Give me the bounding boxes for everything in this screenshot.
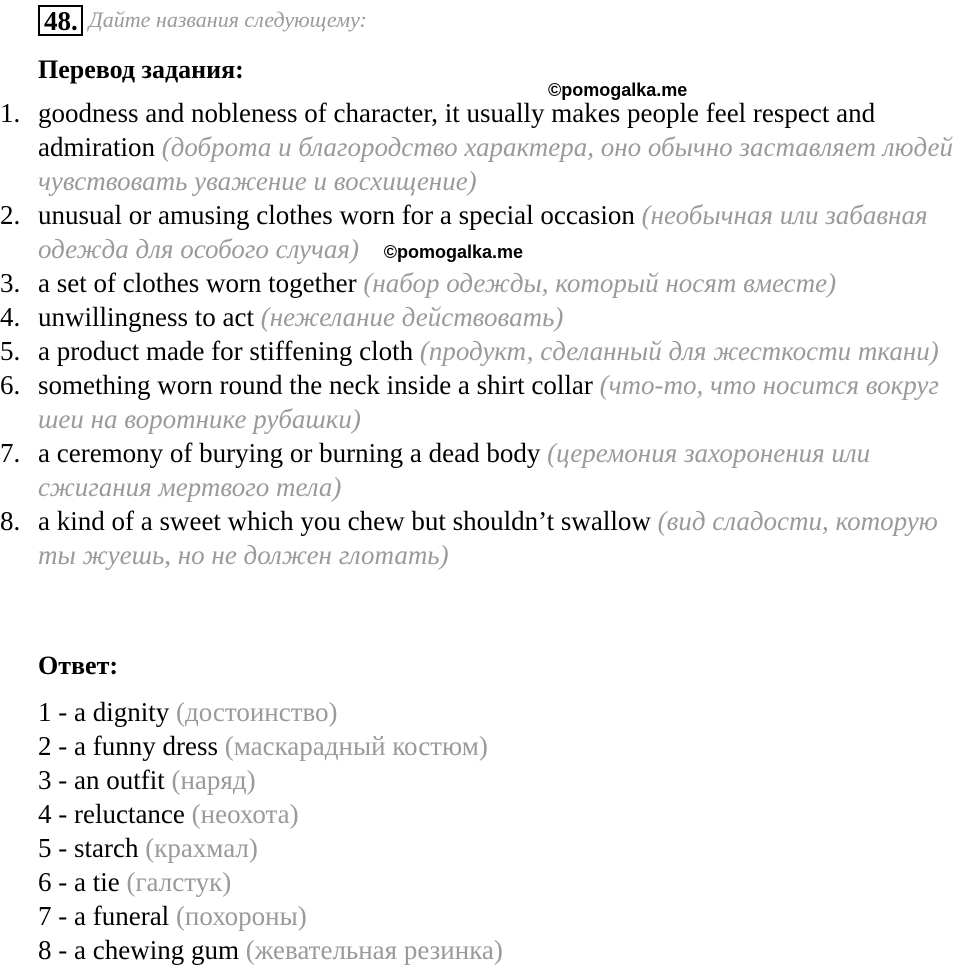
task-instruction: Дайте названия следующему: (88, 7, 367, 32)
task-item-english: a kind of a sweet which you chew but shouldn’t swallow (38, 506, 651, 536)
task-item-number: 6. (0, 370, 21, 400)
task-item (0, 504, 960, 572)
task-list (0, 96, 960, 572)
task-item (0, 368, 960, 436)
answer-russian: (похороны) (175, 901, 307, 931)
answer-item (38, 729, 503, 763)
task-item-number: 4. (0, 302, 21, 332)
answer-english: 8 - a chewing gum (38, 935, 239, 965)
translation-title: Перевод задания: (38, 55, 244, 84)
answer-russian: (маскарадный костюм) (224, 731, 488, 761)
answer-russian: (неохота) (191, 799, 299, 829)
task-item-russian: (доброта и благородство характера, оно обычно заставляет людей чувствовать уважение и восхищение) (38, 132, 953, 196)
task-item-russian: (вид сладости, которую ты жуешь, но не должен глотать) (38, 506, 938, 570)
task-item-number: 5. (0, 336, 21, 366)
answer-item (38, 865, 503, 899)
answer-english: 1 - a dignity (38, 697, 170, 727)
task-header (38, 4, 367, 36)
task-item-english: unusual or amusing clothes worn for a special occasion (38, 200, 635, 230)
task-item (0, 300, 960, 334)
answer-english: 3 - an outfit (38, 765, 165, 795)
task-item-number: 1. (0, 98, 21, 128)
answer-english: 2 - a funny dress (38, 731, 218, 761)
task-item-english: a product made for stiffening cloth (38, 336, 414, 366)
answer-english: 4 - reluctance (38, 799, 185, 829)
task-item-russian: (церемония захоронения или сжигания мертвого тела) (38, 438, 871, 502)
answer-russian: (крахмал) (145, 833, 258, 863)
task-item-english: something worn round the neck inside a shirt collar (38, 370, 593, 400)
answer-item (38, 695, 503, 729)
task-number: 48. (38, 5, 83, 36)
answer-list (38, 695, 503, 967)
watermark: ©pomogalka.me (548, 80, 688, 100)
answer-russian: (жевательная резинка) (245, 935, 503, 965)
task-item-number: 7. (0, 438, 21, 468)
answer-russian: (галстук) (126, 867, 232, 897)
answer-english: 7 - a funeral (38, 901, 170, 931)
task-item-russian: (необычная или забавная одежда для особого случая) (38, 200, 928, 264)
task-item (0, 266, 960, 300)
answer-russian: (наряд) (171, 765, 256, 795)
task-item-english: goodness and nobleness of character, it usually makes people feel respect and admiration (38, 98, 876, 162)
answer-item (38, 933, 503, 967)
answer-english: 6 - a tie (38, 867, 120, 897)
task-item-english: unwillingness to act (38, 302, 254, 332)
task-item-russian: (продукт, сделанный для жесткости ткани) (419, 336, 939, 366)
task-item-russian: (набор одежды, который носят вместе) (363, 268, 837, 298)
task-item (0, 96, 960, 198)
task-item-number: 2. (0, 200, 21, 230)
task-item (0, 436, 960, 504)
task-item (0, 334, 960, 368)
answer-item (38, 899, 503, 933)
answer-russian: (достоинство) (175, 697, 338, 727)
task-item-russian: (что-то, что носится вокруг шеи на воротнике рубашки) (38, 370, 939, 434)
task-item (0, 198, 960, 266)
watermark: ©pomogalka.me (383, 241, 524, 262)
answer-title: Ответ: (38, 651, 119, 680)
answer-english: 5 - starch (38, 833, 139, 863)
task-item-english: a set of clothes worn together (38, 268, 357, 298)
answer-item (38, 831, 503, 865)
task-item-number: 3. (0, 268, 21, 298)
answer-item (38, 763, 503, 797)
task-item-number: 8. (0, 506, 21, 536)
task-item-russian: (нежелание действовать) (260, 302, 564, 332)
answer-item (38, 797, 503, 831)
task-item-english: a ceremony of burying or burning a dead body (38, 438, 541, 468)
